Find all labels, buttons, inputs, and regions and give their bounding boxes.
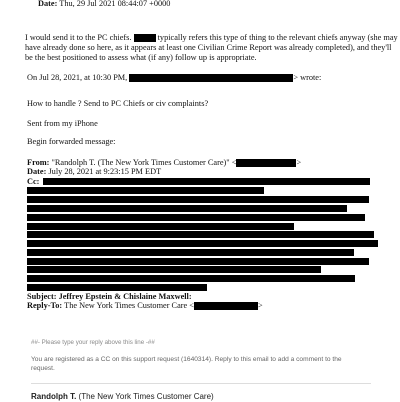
cc-label: Cc: (27, 177, 40, 186)
quoted-question: How to handle ? Send to PC Chiefs or civ complaints? (27, 99, 209, 108)
section-divider (31, 383, 371, 384)
reply-line-2: have already done so here, as it appears at least one Civilian Crime Report was already completed), and they'll (25, 43, 392, 52)
quote-header-suffix: > wrote: (293, 73, 322, 82)
reply-text: typically refers this type of thing to the relevant chiefs anyway (she may (157, 33, 398, 42)
agent-org: (The New York Times Customer Care) (76, 392, 214, 401)
reply-line-1 (25, 33, 398, 43)
forward-intro: Begin forwarded message: (27, 137, 116, 146)
forwarded-date-line (27, 167, 161, 177)
quoted-signature: Sent from my iPhone (27, 119, 98, 128)
fwd-date-label: Date: (27, 167, 47, 176)
reply-above-line-note: ##- Please type your reply above this line -## (31, 339, 155, 346)
from-label: From: (27, 158, 50, 167)
quote-header-prefix: On Jul 28, 2021, at 10:30 PM, (27, 73, 128, 82)
reply-line-3: be the best positioned to assess what (if any) follow up is appropriate. (25, 53, 257, 62)
agent-name: Randolph T. (31, 392, 77, 401)
agent-signature (31, 392, 214, 402)
quote-header (27, 73, 321, 83)
from-close: > (296, 158, 302, 167)
fwd-date-value: July 28, 2021 at 9:23:15 PM EDT (48, 167, 162, 176)
redaction-box (134, 34, 156, 42)
forwarded-replyto-line (27, 301, 263, 311)
redaction-box (194, 302, 258, 310)
email-date-line (38, 0, 170, 9)
redaction-box (236, 159, 296, 167)
date-label: Date: (38, 0, 58, 8)
reply-text: I would send it to the PC chiefs. (25, 33, 132, 42)
cc-notice: You are registered as a CC on this support request (1640314). Reply to this email to add a comment to the request. (31, 356, 342, 372)
subject-value: Jeffrey Epstein & Chislaine Maxwell: (58, 292, 192, 301)
replyto-close: > (257, 301, 263, 310)
from-value: "Randolph T. (The New York Times Customer Care)" < (51, 158, 237, 167)
subject-label: Subject: (27, 292, 57, 301)
replyto-value: The New York Times Customer Care < (64, 301, 194, 310)
redaction-box (129, 74, 293, 82)
date-value: Thu, 29 Jul 2021 08:44:07 +0000 (59, 0, 171, 8)
replyto-label: Reply-To: (27, 301, 63, 310)
